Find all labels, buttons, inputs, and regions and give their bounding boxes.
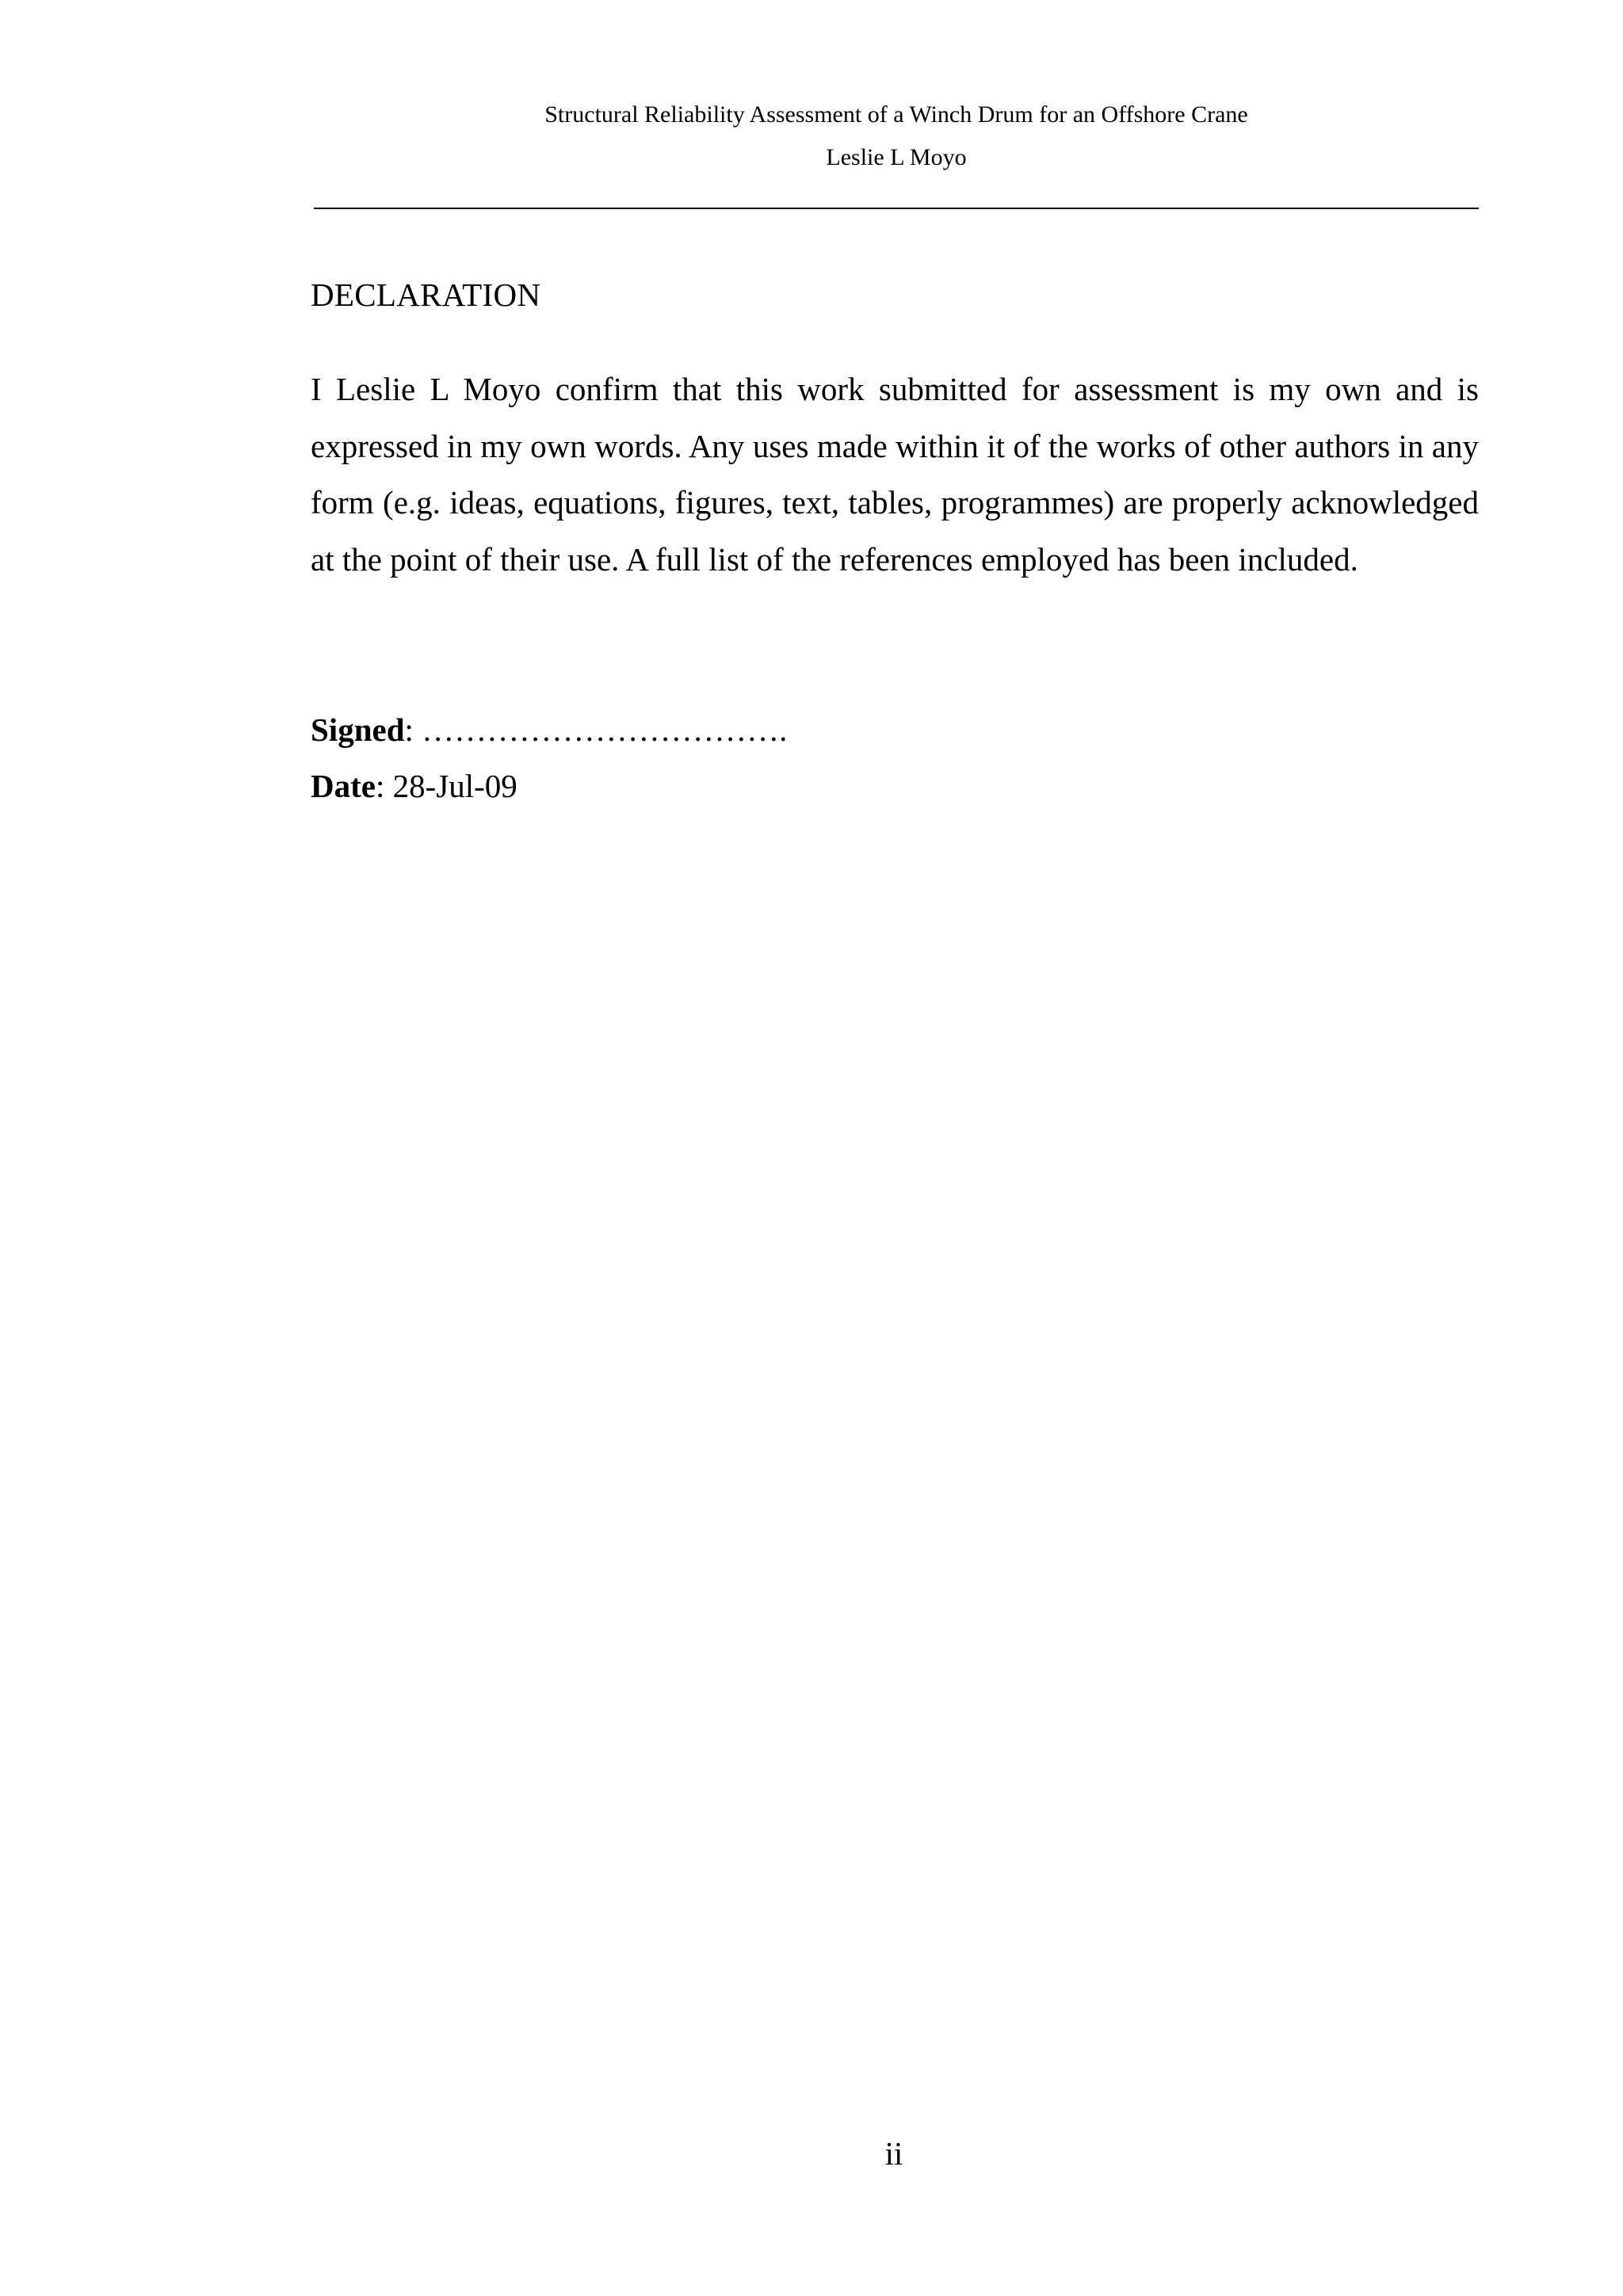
declaration-paragraph: I Leslie L Moyo confirm that this work submitted for assessment is my own and is expressed in my own words. Any uses made within it of the works of other authors in any form (e.g. ideas, equations, figures, text, tables, programmes) are properly acknowledged at the point of their use. A full list of the references employed has been included. [311,371,1479,578]
date-line [311,758,517,814]
running-header [314,93,1479,179]
date-value: : 28-Jul-09 [375,768,517,804]
signed-label: Signed [311,711,405,748]
header-divider [314,208,1479,209]
author-name: Leslie L Moyo [826,144,967,170]
section-heading: DECLARATION [311,277,541,313]
page-number: ii [884,2135,903,2172]
date-label: Date [311,768,376,804]
signature-line [311,702,787,758]
signature-placeholder: : ……………………………. [404,711,788,748]
document-title: Structural Reliability Assessment of a Winch Drum for an Offshore Crane [544,101,1248,128]
